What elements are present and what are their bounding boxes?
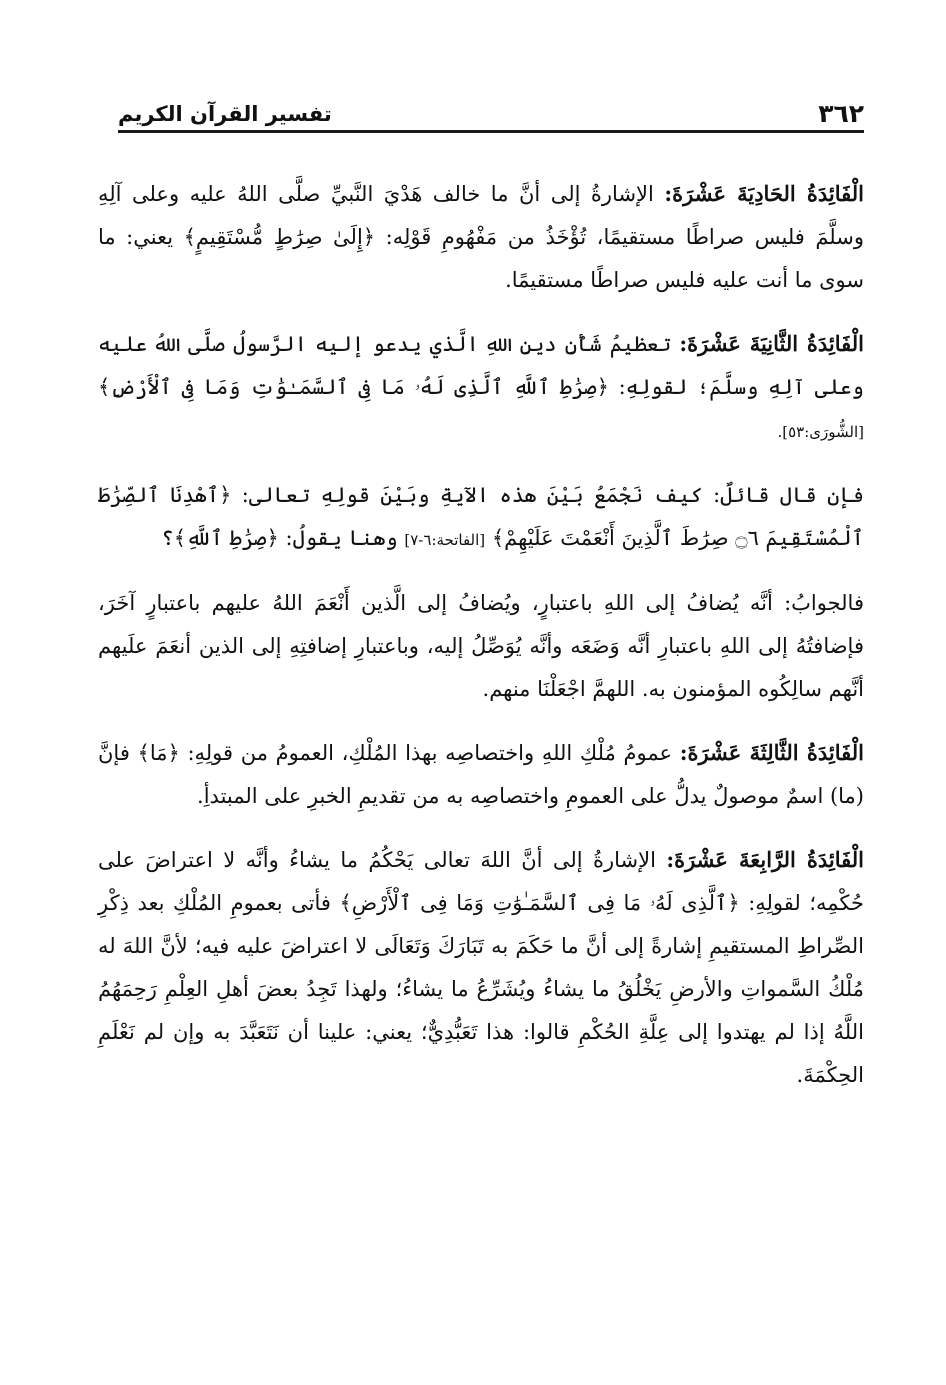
verse-reference: [الشُّورَى:٥٣]. — [777, 423, 864, 441]
paragraph-text-continued: وهنا يقولُ: ﴿صِرَٰطِ ٱللَّهِ﴾؟ — [161, 526, 398, 550]
verse-reference: [الفاتحة:٦-٧] — [404, 531, 486, 549]
paragraph-question — [98, 474, 864, 562]
paragraph-benefit-11 — [98, 172, 864, 302]
benefit-heading: الْفَائِدَةُ الثَّالِثَةَ عَشْرَةَ: — [679, 740, 864, 765]
page-header — [118, 96, 864, 128]
paragraph-text: الإشارةُ إلى أنَّ اللهَ تعالى يَحْكُمُ ما يشاءُ وأنَّه لا اعتراضَ على حُكْمِه؛ لقولِهِ: ﴿ٱلَّذِى لَهُۥ مَا فِى ٱلسَّمَـٰوَٰتِ وَمَا فِى ٱلْأَرْضِ﴾ فأتى بعمومِ المُلْكِ بعد ذِكْرِ الصِّراطِ المستقيمِ إشارةً إلى أنَّ ما حَكَمَ به تَبَارَكَ وَتَعَالَى لا اعتراضَ عليه فيه؛ لأنَّ اللهَ له مُلْكُ السَّمواتِ والأرضِ يَخْلُقُ ما يشاءُ ويُشَرِّعُ ما يشاءُ؛ ولهذا تَجِدُ بعضَ أهلِ العِلْمِ رَحِمَهُمُ اللَّهُ إذا لم يهتدوا إلى عِلَّةِ الحُكْمِ قالوا: هذا تَعَبُّدِيٌّ؛ يعني: علينا أن نَتَعَبَّدَ به وإن لم نَعْلَمِ الحِكْمَةَ. — [98, 848, 864, 1087]
paragraph-answer — [98, 582, 864, 711]
paragraph-benefit-13 — [98, 731, 864, 818]
benefit-heading: الْفَائِدَةُ الرَّابِعَةَ عَشْرَةَ: — [666, 847, 864, 872]
paragraph-text: تعظيمُ شَأْنِ دينِ اللهِ الَّذي يدعو إليه الرَّسولُ صلَّى اللهُ عليه وعلى آلِهِ وسلَّمَ؛ لقولِهِ: ﴿صِرَٰطِ ٱللَّهِ ٱلَّذِى لَهُۥ مَا فِى ٱلسَّمَـٰوَٰتِ وَمَا فِى ٱلْأَرْضِ﴾ — [98, 332, 864, 399]
paragraph-text: عمومُ مُلْكِ اللهِ واختصاصِه بهذا المُلْكِ، العمومُ من قولِهِ: ﴿مَا﴾ فإنَّ (ما) اسمٌ موصولٌ يدلُّ على العمومِ واختصاصِه به من تقديمِ الخبرِ على المبتدأِ. — [98, 741, 864, 808]
paragraph-text: فإن قال قائلٌ: كيف نَجْمَعُ بَيْنَ هذه الآيةِ وبَيْنَ قولِهِ تعالى: ﴿ٱهْدِنَا ٱلصِّرَٰطَ ٱلْمُسْتَقِيمَ ۝٦ صِرَٰطَ ٱلَّذِينَ أَنْعَمْتَ عَلَيْهِمْ﴾ — [98, 483, 864, 550]
benefit-heading: الْفَائِدَةُ الحَادِيَةَ عَشْرَةَ: — [664, 181, 864, 206]
page-number: ٣٦٢ — [818, 99, 864, 128]
paragraph-benefit-14 — [98, 838, 864, 1097]
paragraph-benefit-12 — [98, 322, 864, 454]
paragraph-text: فالجوابُ: أنَّه يُضافُ إلى اللهِ باعتبارٍ، ويُضافُ إلى الَّذين أَنْعَمَ اللهُ عليهم باعتبارٍ آخَرَ، فإضافتُهُ إلى اللهِ باعتبارِ أنَّه وَضَعَه وأنَّه يُوَصِّلُ إليه، وباعتبارِ إضافتِهِ إلى الذين أنعَمَ علَيهم أنَّهم سالِكُوه المؤمنون به. اللهمَّ اجْعَلْنَا منهم. — [98, 591, 864, 701]
page-body — [98, 172, 864, 1117]
benefit-heading: الْفَائِدَةُ الثَّانِيَةَ عَشْرَةَ: — [679, 331, 864, 356]
header-rule — [118, 130, 864, 133]
running-title: تفسير القرآن الكريم — [118, 102, 332, 126]
paragraph-text: الإشارةُ إلى أنَّ ما خالف هَدْيَ النَّبيِّ صلَّى اللهُ عليه وعلى آلِهِ وسلَّمَ فليس صراطًا مستقيمًا، تُؤْخَذُ من مَفْهُومِ قَوْلِه: ﴿إِلَىٰ صِرَٰطٍ مُّسْتَقِيمٍ﴾ يعني: ما سوى ما أنت عليه فليس صراطًا مستقيمًا. — [98, 182, 864, 292]
